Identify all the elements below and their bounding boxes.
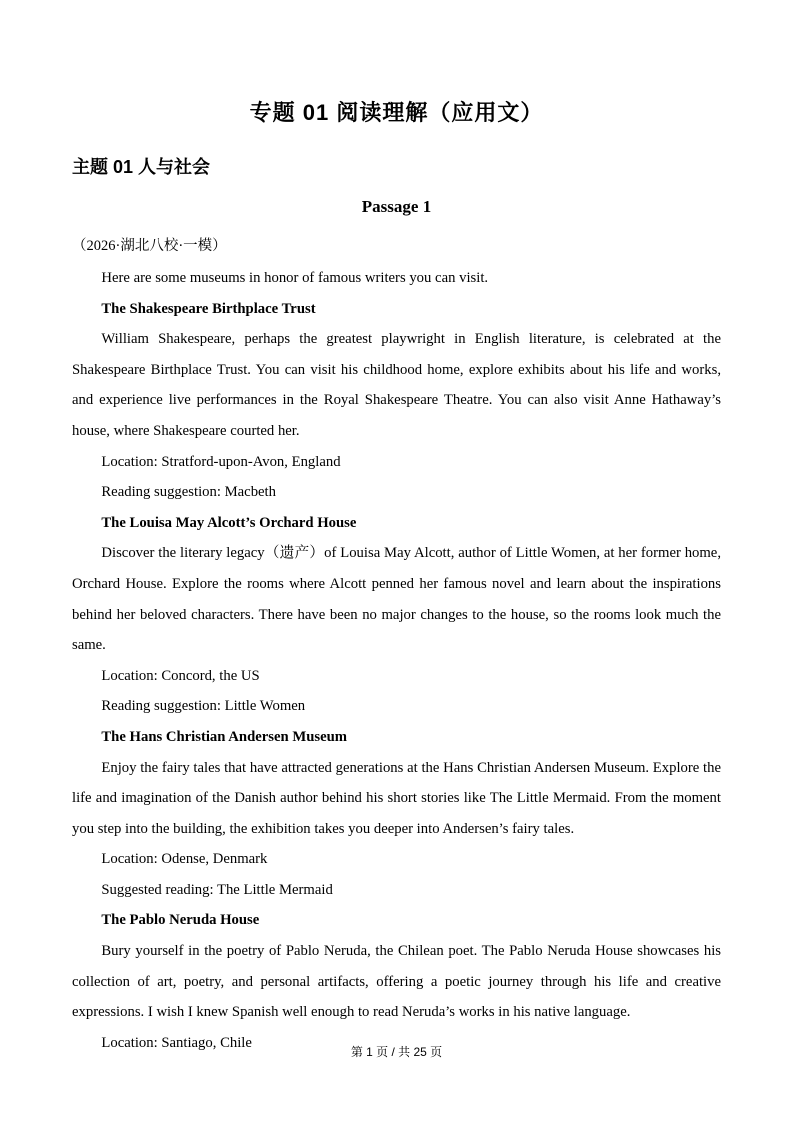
section-paragraph: Discover the literary legacy（遗产）of Louisa May Alcott, author of Little Women, at her former home, Orchard House. Explore the rooms where Alcott penned her famous novel and learn about the inspirations behind her beloved characters. There have been no major changes to the house, so the rooms look much the same. <box>72 545 721 654</box>
location-line: Location: Odense, Denmark <box>101 851 268 868</box>
location-line: Location: Stratford-upon-Avon, England <box>101 453 341 470</box>
section-paragraph: Enjoy the fairy tales that have attracted generations at the Hans Christian Andersen Museum. Explore the life and imagination of the Danish author behind his short stories like The Little Mermaid. From the moment you step into the building, the exhibition takes you deeper into Andersen’s fairy tales. <box>72 759 721 837</box>
topic-subtitle: 主题 01 人与社会 <box>72 157 211 177</box>
reading-suggestion-line: Suggested reading: The Little Mermaid <box>101 881 333 898</box>
document-title: 专题 01 阅读理解（应用文） <box>249 100 544 125</box>
section-heading: The Louisa May Alcott’s Orchard House <box>101 514 357 531</box>
section-heading: The Shakespeare Birthplace Trust <box>101 300 316 317</box>
section-paragraph: Bury yourself in the poetry of Pablo Neruda, the Chilean poet. The Pablo Neruda House showcases his collection of art, poetry, and personal artifacts, offering a poetic journey through his life and creative expressions. I wish I knew Spanish well enough to read Neruda’s works in his native language. <box>72 943 721 1021</box>
reading-suggestion-line: Reading suggestion: Macbeth <box>101 484 276 501</box>
location-line: Location: Concord, the US <box>101 667 260 684</box>
source-line: （2026·湖北八校·一模） <box>72 238 227 254</box>
page-footer: 第 1 页 / 共 25 页 <box>350 1045 443 1059</box>
location-line: Location: Santiago, Chile <box>101 1034 252 1051</box>
passage-heading: Passage 1 <box>361 197 432 216</box>
reading-suggestion-line: Reading suggestion: Little Women <box>101 698 306 715</box>
section-paragraph: William Shakespeare, perhaps the greatest playwright in English literature, is celebrated at the Shakespeare Birthplace Trust. You can visit his childhood home, explore exhibits about his life and works, and experience live performances in the Royal Shakespeare Theatre. You can also visit Anne Hathaway’s house, where Shakespeare courted her. <box>72 331 721 439</box>
intro-paragraph: Here are some museums in honor of famous writers you can visit. <box>101 270 489 286</box>
section-heading: The Pablo Neruda House <box>101 912 260 929</box>
section-heading: The Hans Christian Andersen Museum <box>101 728 348 745</box>
